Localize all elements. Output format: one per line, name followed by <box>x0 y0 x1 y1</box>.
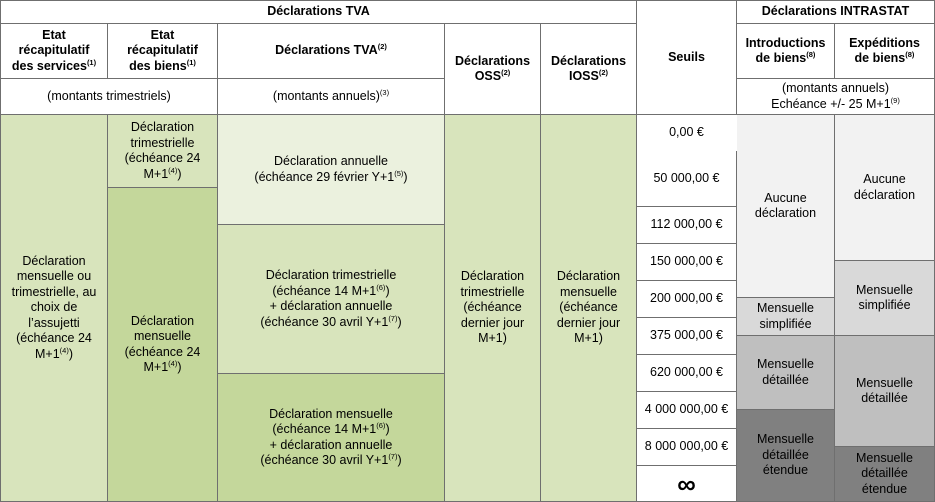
col-header-tva-note: (2) <box>377 42 387 52</box>
intro-aucune <box>737 115 835 298</box>
col-header-services-note: (1) <box>86 57 97 67</box>
col-header-exped-label: Expéditions de biens <box>849 35 920 65</box>
intro-aucune-text: Aucune déclaration <box>754 190 817 220</box>
note-annuels-text: (montants annuels) <box>272 88 380 103</box>
services-declaration-text: Déclaration mensuelle ou trimestrielle, au choix de l’assujetti (échéance 24 M+1 <box>11 253 97 361</box>
tva-trim-line2: (échéance 14 M+1 <box>272 283 377 298</box>
ioss-declaration <box>541 115 637 502</box>
exped-etendue <box>835 447 935 502</box>
col-header-tva <box>218 24 445 79</box>
col-header-oss-note: (2) <box>501 67 511 77</box>
seuil-6-text: 620 000,00 € <box>650 365 723 380</box>
seuil-6 <box>637 355 737 392</box>
biens-trimestrielle-tail: ) <box>177 166 182 181</box>
seuil-5 <box>637 318 737 355</box>
note-trimestriels <box>0 79 218 115</box>
seuil-infinity <box>637 466 737 502</box>
col-header-services <box>0 24 108 79</box>
tva-trim-line1: Déclaration trimestrielle <box>265 268 397 282</box>
seuil-1-text: 50 000,00 € <box>653 170 720 185</box>
col-header-oss <box>445 24 541 115</box>
intro-simplifiee-text: Mensuelle simplifiée <box>757 301 814 331</box>
note-intrastat <box>737 79 935 115</box>
tva-trim-sup4: (7) <box>388 313 398 323</box>
seuil-7-text: 4 000 000,00 € <box>644 402 729 417</box>
seuil-2-text: 112 000,00 € <box>650 217 723 232</box>
col-header-expeditions <box>835 24 935 79</box>
col-header-ioss <box>541 24 637 115</box>
col-header-biens-note: (1) <box>186 57 196 67</box>
infinity-symbol: ∞ <box>677 468 696 499</box>
biens-mensuelle-sup: (4) <box>168 358 178 368</box>
tva-trim-tail4: ) <box>397 314 402 329</box>
tva-annuelle-sup: (5) <box>394 168 404 178</box>
intro-etendue-text: Mensuelle détaillée étendue <box>757 432 814 478</box>
tva-mens-line4: (échéance 30 avril Y+1 <box>260 453 389 467</box>
biens-mensuelle-tail: ) <box>177 360 182 374</box>
exped-aucune <box>835 115 935 261</box>
seuil-8 <box>637 429 737 466</box>
col-header-exped-note: (8) <box>905 49 915 59</box>
col-header-ioss-note: (2) <box>598 67 609 77</box>
note-trimestriels-text: (montants trimestriels) <box>47 88 171 103</box>
note-annuels-sup: (3) <box>379 87 390 97</box>
col-header-intro-label: Introductions de biens <box>745 35 826 65</box>
oss-declaration <box>445 115 541 502</box>
services-declaration-tail: ) <box>68 346 73 361</box>
col-header-ioss-label: Déclarations IOSS <box>550 53 627 83</box>
tva-trim-line3: + déclaration annuelle <box>269 299 393 313</box>
intrastat-group-header <box>737 0 935 24</box>
ioss-declaration-text: Déclaration mensuelle (échéance dernier jour M+1) <box>556 269 621 346</box>
col-header-services-label: Etat récapitulatif des services <box>11 27 90 73</box>
intro-detaillee-text: Mensuelle détaillée <box>757 357 814 387</box>
tva-annuelle-tail: ) <box>403 169 408 184</box>
tva-mens-line3: + déclaration annuelle <box>269 437 393 452</box>
tva-mens-sup4: (7) <box>388 451 398 461</box>
tva-mens-sup2: (6) <box>376 420 386 430</box>
oss-declaration-text: Déclaration trimestrielle (échéance dernier jour M+1) <box>460 269 525 346</box>
col-header-intro-note: (8) <box>806 49 816 59</box>
tva-group-header <box>0 0 637 24</box>
seuil-2 <box>637 207 737 244</box>
tva-trim-tail2: ) <box>385 283 390 298</box>
note-intrastat-line2: Echéance +/- 25 M+1 <box>771 96 891 111</box>
tva-annuelle-text: Déclaration annuelle (échéance 29 février Y+1 <box>254 154 395 184</box>
exped-detaillee-text: Mensuelle détaillée <box>856 375 913 405</box>
tva-mens-tail2: ) <box>385 422 390 436</box>
note-annuels <box>218 79 445 115</box>
biens-trimestrielle <box>108 115 218 188</box>
tva-mens-line1: Déclaration mensuelle <box>269 406 393 421</box>
tva-trim-line4: (échéance 30 avril Y+1 <box>260 314 389 329</box>
seuil-8-text: 8 000 000,00 € <box>644 439 729 454</box>
biens-trimestrielle-sup: (4) <box>168 165 178 175</box>
seuil-4 <box>637 281 737 318</box>
seuil-3-text: 150 000,00 € <box>650 254 723 269</box>
seuil-4-text: 200 000,00 € <box>650 291 723 306</box>
biens-trimestrielle-text: Déclaration trimestrielle (échéance 24 M+1 <box>124 120 201 181</box>
seuil-0-text: 0,00 € <box>669 125 704 140</box>
seuils-header-text: Seuils <box>668 49 705 64</box>
seuil-7 <box>637 392 737 429</box>
tva-mensuelle <box>218 374 445 502</box>
col-header-biens <box>108 24 218 79</box>
col-header-introductions <box>737 24 835 79</box>
tva-mens-line2: (échéance 14 M+1 <box>272 422 377 436</box>
exped-simplifiee-text: Mensuelle simplifiée <box>856 282 913 312</box>
tva-group-header-text: Déclarations TVA <box>267 4 370 19</box>
exped-etendue-text: Mensuelle détaillée étendue <box>856 450 913 496</box>
note-intrastat-line1: (montants annuels) <box>781 81 889 95</box>
exped-simplifiee <box>835 261 935 336</box>
seuil-1 <box>637 151 737 207</box>
services-declaration <box>0 115 108 502</box>
intro-etendue <box>737 410 835 502</box>
intrastat-group-header-text: Déclarations INTRASTAT <box>761 4 910 19</box>
intro-detaillee <box>737 336 835 410</box>
exped-aucune-text: Aucune déclaration <box>853 172 916 202</box>
col-header-oss-label: Déclarations OSS <box>454 53 531 83</box>
exped-detaillee <box>835 336 935 447</box>
col-header-tva-label: Déclarations TVA <box>275 43 378 58</box>
seuil-0 <box>637 115 736 151</box>
seuil-5-text: 375 000,00 € <box>650 328 723 343</box>
seuil-3 <box>637 244 737 281</box>
intro-simplifiee <box>737 298 835 336</box>
note-intrastat-sup: (9) <box>890 95 900 105</box>
biens-mensuelle <box>108 188 218 502</box>
services-declaration-sup: (4) <box>59 345 69 355</box>
seuils-header <box>637 0 737 115</box>
tva-trimestrielle <box>218 225 445 374</box>
tva-annuelle <box>218 115 445 225</box>
col-header-biens-label: Etat récapitulatif des biens <box>127 27 198 73</box>
tva-trim-sup2: (6) <box>376 282 386 292</box>
biens-mensuelle-text: Déclaration mensuelle (échéance 24 M+1 <box>124 313 201 374</box>
tva-mens-tail4: ) <box>397 453 402 467</box>
